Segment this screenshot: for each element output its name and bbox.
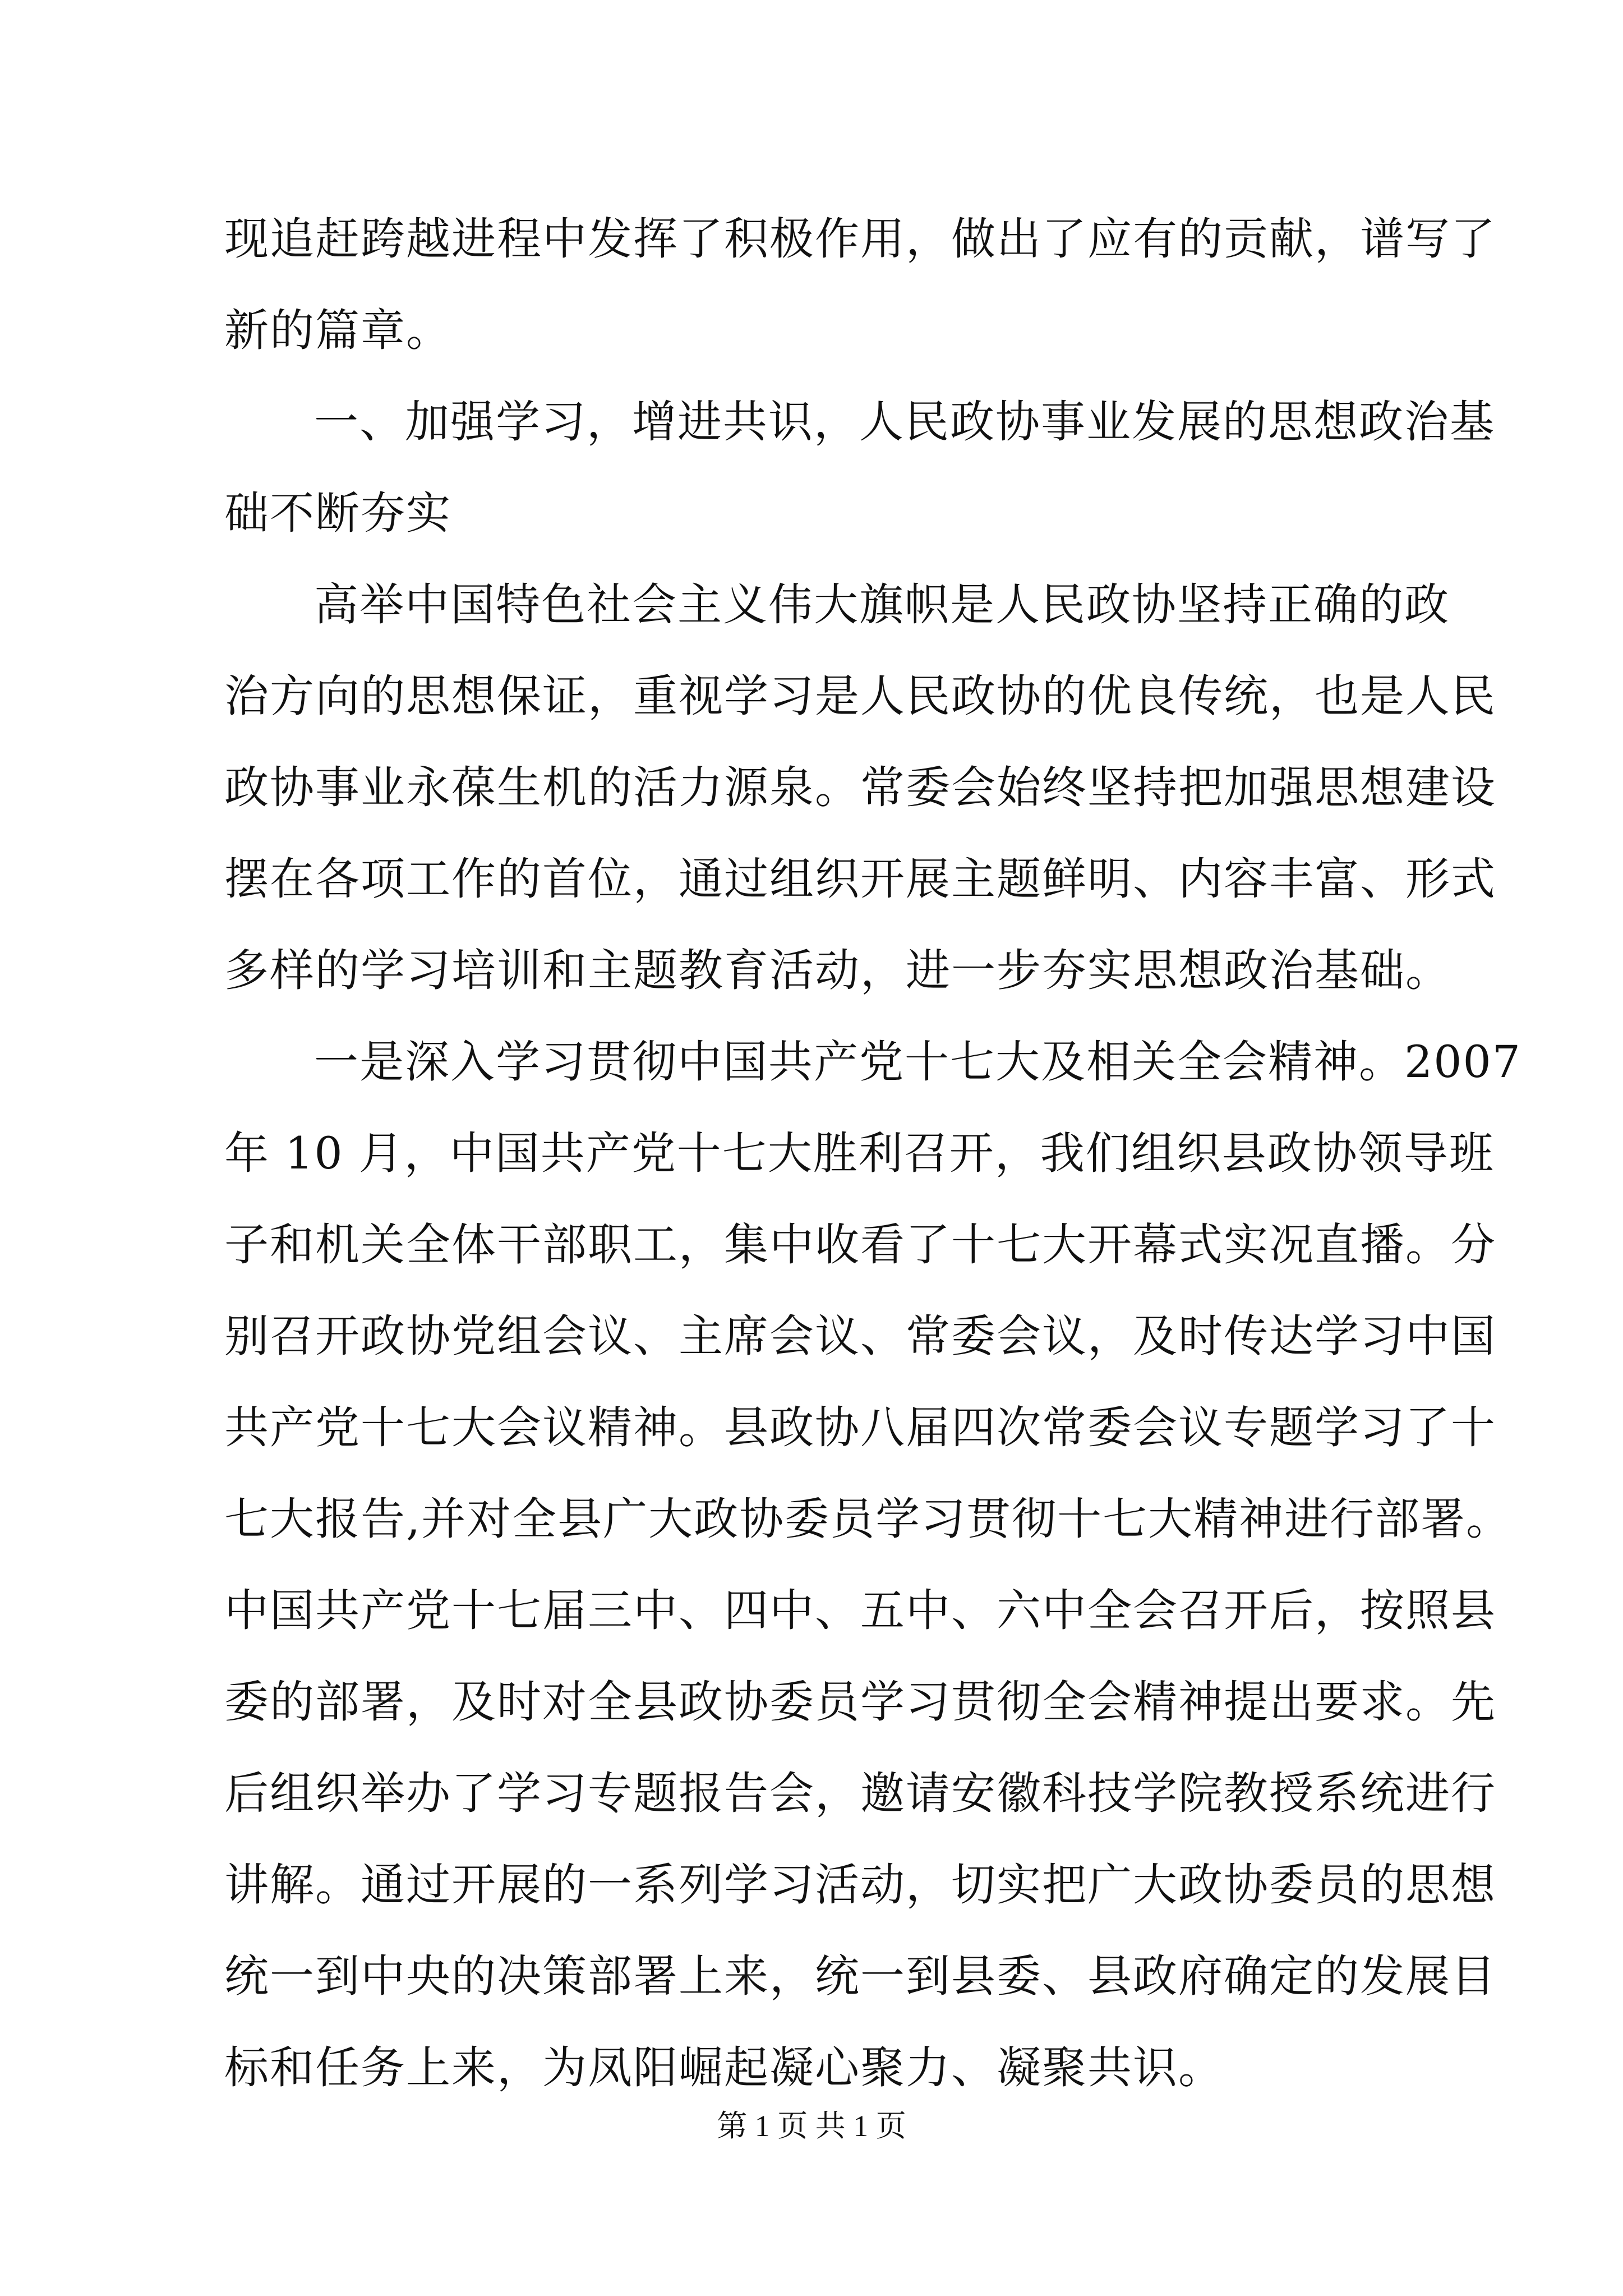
text-line: 别召开政协党组会议、主席会议、常委会议，及时传达学习中国: [224, 1310, 1496, 1362]
text-line: 治方向的思想保证，重视学习是人民政协的优良传统，也是人民: [224, 670, 1496, 722]
text-line: 中国共产党十七届三中、四中、五中、六中全会召开后，按照县: [224, 1585, 1496, 1636]
text-line: 年 10 月，中国共产党十七大胜利召开，我们组织县政协领导班: [224, 1128, 1495, 1179]
body-text: [224, 194, 1522, 2114]
text-line: 政协事业永葆生机的活力源泉。常委会始终坚持把加强思想建设: [224, 762, 1496, 813]
text-line: 七大报告,并对全县广大政协委员学习贯彻十七大精神进行部署。: [224, 1493, 1512, 1545]
text-line: 础不断夯实: [224, 487, 451, 539]
text-line: 高举中国特色社会主义伟大旗帜是人民政协坚持正确的政: [314, 579, 1450, 631]
text-line: 委的部署，及时对全县政协委员学习贯彻全会精神提出要求。先: [224, 1676, 1496, 1728]
text-line: 一、加强学习，增进共识，人民政协事业发展的思想政治基: [314, 396, 1495, 448]
text-line: 新的篇章。: [224, 305, 451, 356]
text-line: 后组织举办了学习专题报告会，邀请安徽科技学院教授系统进行: [224, 1768, 1496, 1819]
text-line: 现追赶跨越进程中发挥了积极作用，做出了应有的贡献，谱写了: [224, 213, 1496, 265]
text-line: 摆在各项工作的首位，通过组织开展主题鲜明、内容丰富、形式: [224, 853, 1496, 905]
text-line: 共产党十七大会议精神。县政协八届四次常委会议专题学习了十: [224, 1402, 1496, 1453]
text-line: 子和机关全体干部职工，集中收看了十七大开幕式实况直播。分: [224, 1219, 1496, 1271]
text-line: 标和任务上来，为凤阳崛起凝心聚力、凝聚共识。: [224, 2042, 1224, 2093]
text-line: 讲解。通过开展的一系列学习活动，切实把广大政协委员的思想: [224, 1859, 1496, 1911]
text-line: 统一到中央的决策部署上来，统一到县委、县政府确定的发展目: [224, 1950, 1496, 2002]
text-line: 多样的学习培训和主题教育活动，进一步夯实思想政治基础。: [224, 945, 1451, 996]
page-footer: 第 1 页 共 1 页: [717, 2109, 906, 2143]
text-line: 一是深入学习贯彻中国共产党十七大及相关全会精神。2007: [314, 1036, 1522, 1088]
